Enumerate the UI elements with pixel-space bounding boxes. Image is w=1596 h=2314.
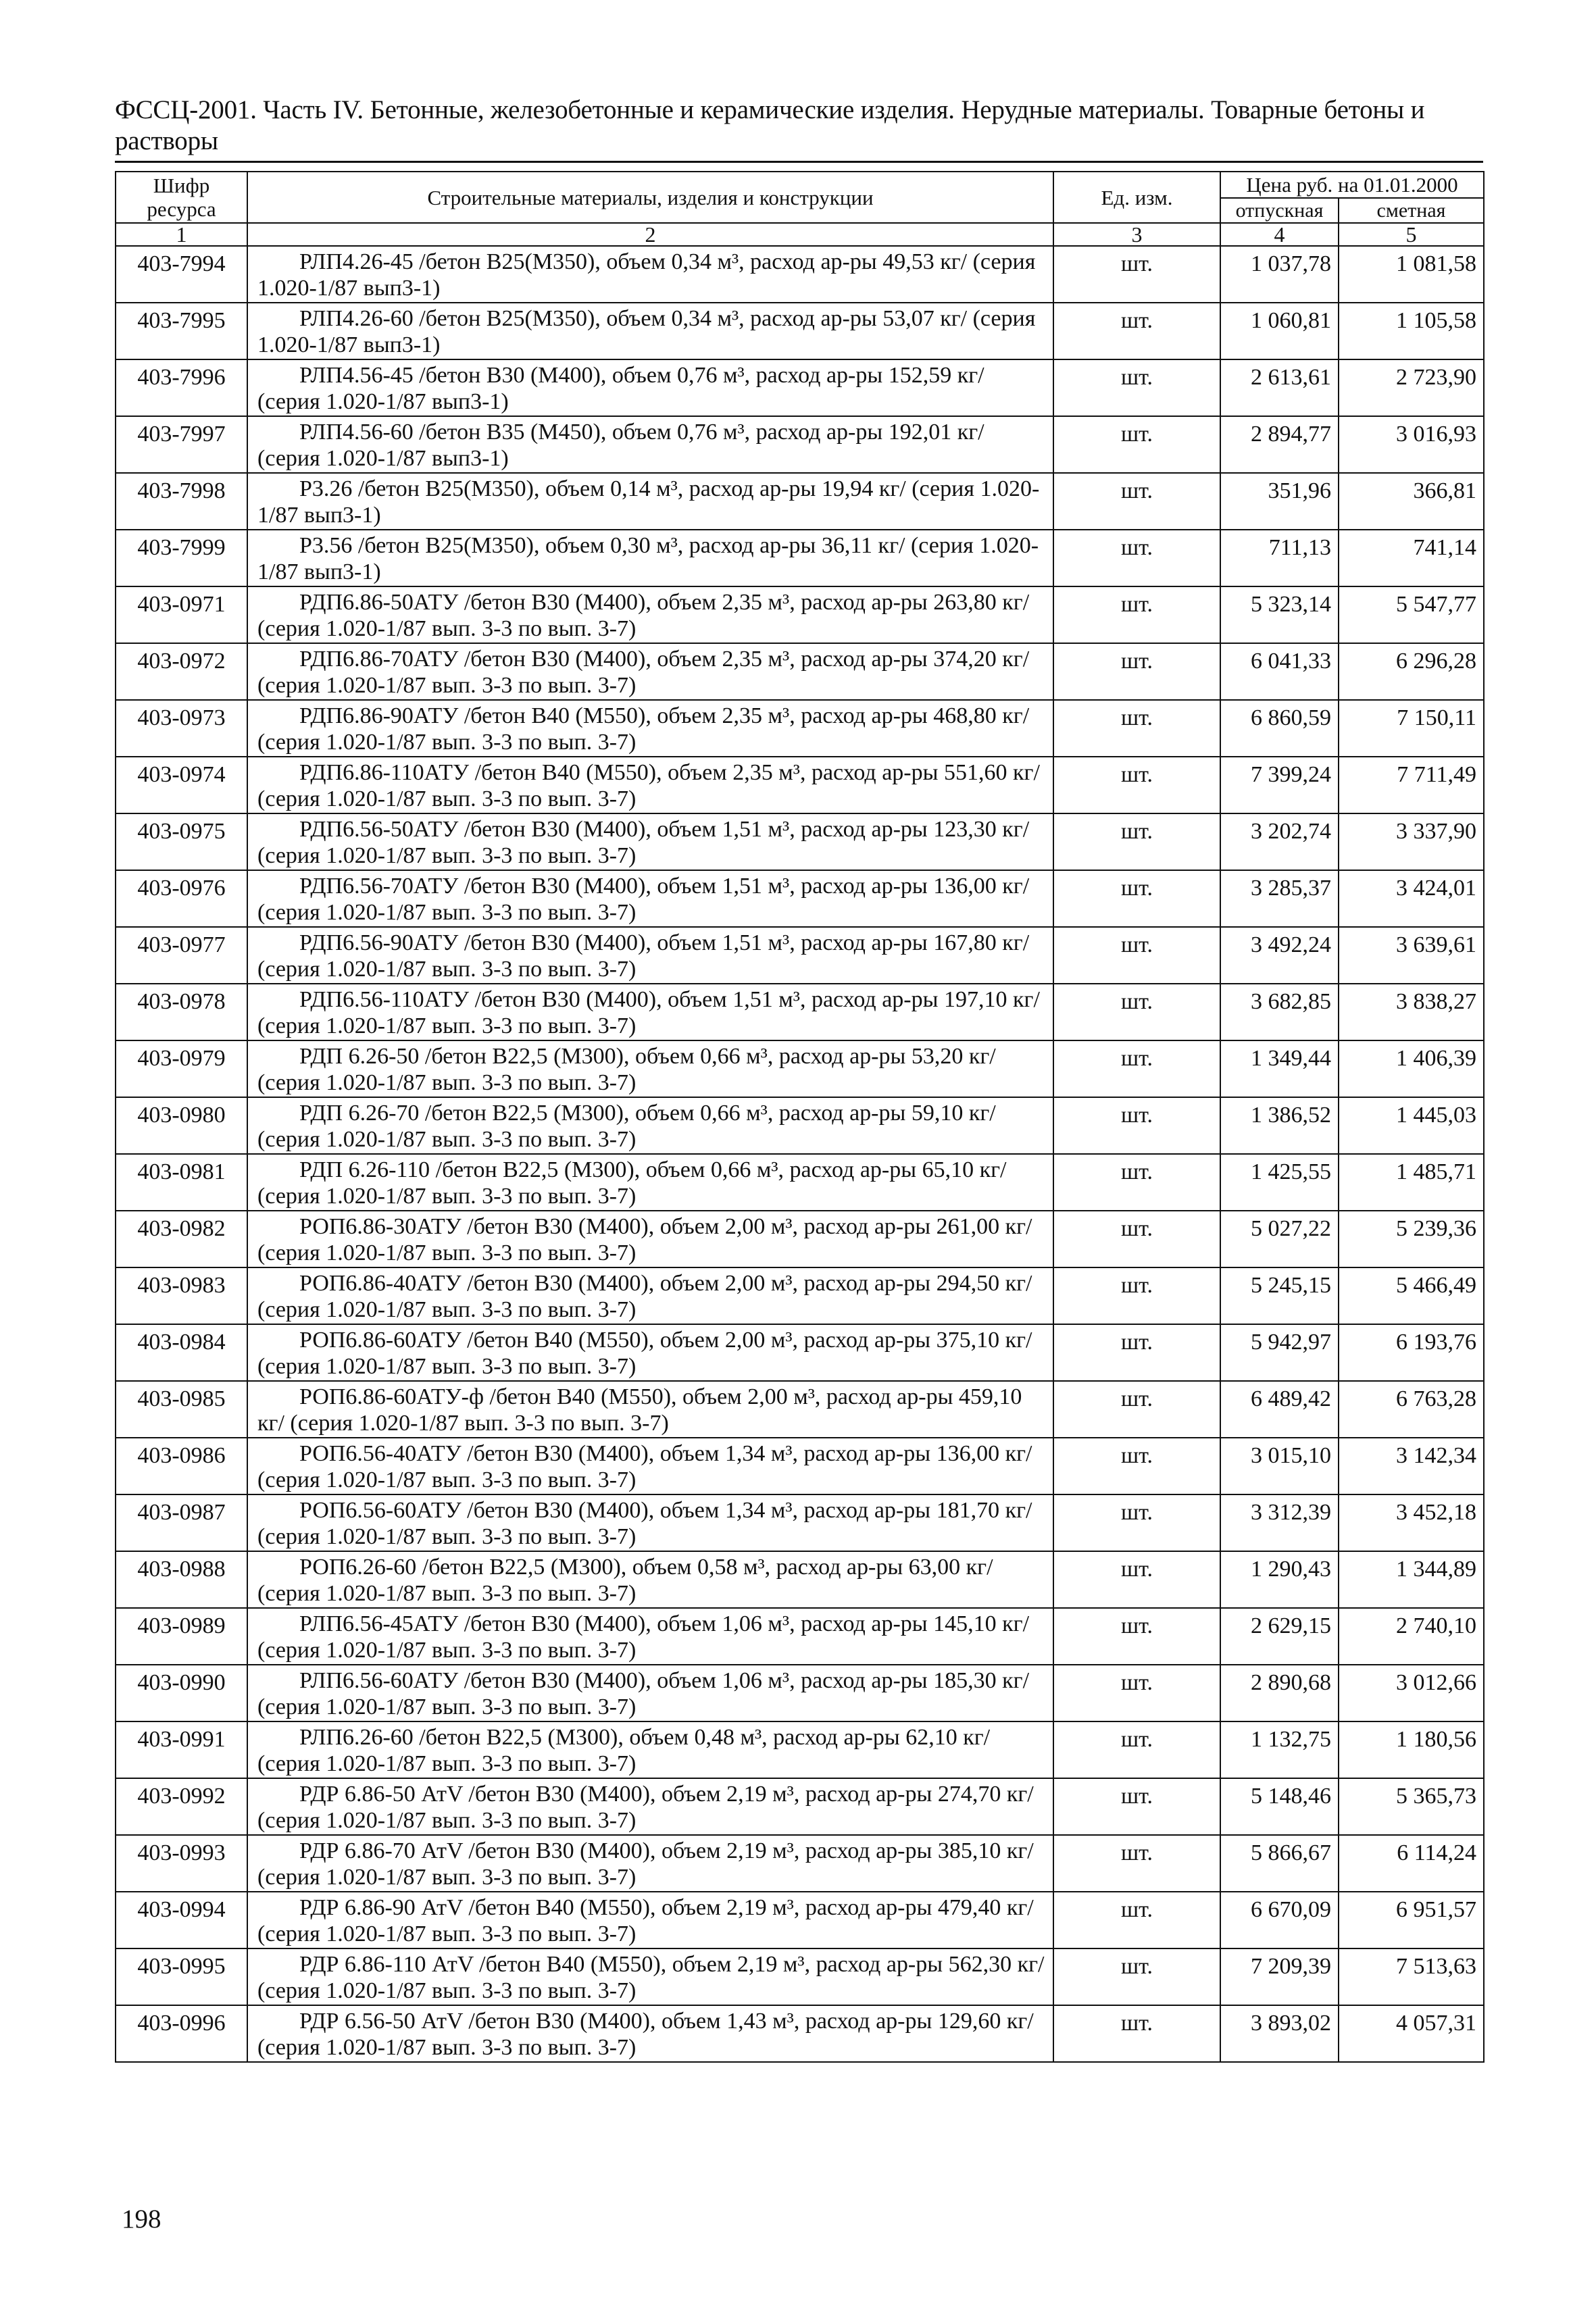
resource-code-cell: 403-0978: [116, 984, 247, 1040]
resource-code-cell: 403-0987: [116, 1494, 247, 1551]
material-description-text: РДП6.86-70АТУ /бетон В30 (М400), объем 2,35 м³, расход ар-ры 374,20 кг/ (серия 1.020-1/87 вып. 3-3 по вып. 3-7): [257, 647, 1030, 698]
table-row: [116, 1040, 1484, 1097]
material-description-text: РДП6.56-110АТУ /бетон В30 (М400), объем 1,51 м³, расход ар-ры 197,10 кг/ (серия 1.020-1/87 вып. 3-3 по вып. 3-7): [257, 987, 1040, 1038]
material-description-cell: [247, 700, 1053, 757]
estimate-price-cell: 3 424,01: [1339, 870, 1484, 927]
material-description-cell: [247, 1097, 1053, 1154]
unit-cell: шт.: [1053, 359, 1220, 416]
material-description-cell: [247, 2005, 1053, 2062]
resource-code-cell: 403-7998: [116, 473, 247, 530]
price-table: [115, 171, 1485, 2063]
release-price-cell: 6 670,09: [1220, 1892, 1339, 1948]
release-price-cell: 5 323,14: [1220, 586, 1339, 643]
table-row: [116, 416, 1484, 473]
unit-cell: шт.: [1053, 473, 1220, 530]
estimate-price-cell: 3 639,61: [1339, 927, 1484, 984]
release-price-cell: 6 041,33: [1220, 643, 1339, 700]
material-description-cell: [247, 1948, 1053, 2005]
material-description-cell: [247, 303, 1053, 359]
estimate-price-cell: 1 081,58: [1339, 246, 1484, 303]
resource-code-cell: 403-0995: [116, 1948, 247, 2005]
table-row: [116, 1438, 1484, 1494]
column-header-price-group: Цена руб. на 01.01.2000: [1220, 172, 1484, 198]
unit-cell: шт.: [1053, 303, 1220, 359]
material-description-cell: [247, 1608, 1053, 1665]
material-description-text: РДП6.56-70АТУ /бетон В30 (М400), объем 1,51 м³, расход ар-ры 136,00 кг/ (серия 1.020-1/87 вып. 3-3 по вып. 3-7): [257, 874, 1030, 925]
unit-cell: шт.: [1053, 700, 1220, 757]
release-price-cell: 5 027,22: [1220, 1211, 1339, 1267]
table-row: [116, 1665, 1484, 1721]
release-price-cell: 1 290,43: [1220, 1551, 1339, 1608]
release-price-cell: 1 060,81: [1220, 303, 1339, 359]
unit-cell: шт.: [1053, 984, 1220, 1040]
material-description-cell: [247, 1835, 1053, 1892]
release-price-cell: 3 893,02: [1220, 2005, 1339, 2062]
unit-cell: шт.: [1053, 1608, 1220, 1665]
table-row: [116, 359, 1484, 416]
material-description-cell: [247, 1154, 1053, 1211]
material-description-cell: [247, 246, 1053, 303]
release-price-cell: 1 037,78: [1220, 246, 1339, 303]
material-description-text: РЛП4.56-45 /бетон В30 (М400), объем 0,76 м³, расход ар-ры 152,59 кг/ (серия 1.020-1/87 вып3-1): [257, 363, 984, 414]
resource-code-cell: 403-0974: [116, 757, 247, 813]
material-description-cell: [247, 927, 1053, 984]
material-description-cell: [247, 359, 1053, 416]
material-description-cell: [247, 1892, 1053, 1948]
table-row: [116, 870, 1484, 927]
resource-code-cell: 403-7996: [116, 359, 247, 416]
release-price-cell: 3 312,39: [1220, 1494, 1339, 1551]
resource-code-cell: 403-0982: [116, 1211, 247, 1267]
table-row: [116, 757, 1484, 813]
estimate-price-cell: 3 337,90: [1339, 813, 1484, 870]
material-description-cell: [247, 1438, 1053, 1494]
resource-code-cell: 403-0971: [116, 586, 247, 643]
column-number: 4: [1220, 223, 1339, 246]
estimate-price-cell: 1 344,89: [1339, 1551, 1484, 1608]
column-number: 3: [1053, 223, 1220, 246]
estimate-price-cell: 741,14: [1339, 530, 1484, 586]
table-row: [116, 1835, 1484, 1892]
material-description-text: РЛП4.56-60 /бетон В35 (М450), объем 0,76 м³, расход ар-ры 192,01 кг/ (серия 1.020-1/87 вып3-1): [257, 420, 984, 471]
table-body: [116, 246, 1484, 2062]
material-description-cell: [247, 473, 1053, 530]
estimate-price-cell: 1 105,58: [1339, 303, 1484, 359]
unit-cell: шт.: [1053, 1778, 1220, 1835]
material-description-text: РОП6.86-60АТУ-ф /бетон В40 (М550), объем 2,00 м³, расход ар-ры 459,10 кг/ (серия 1.020-1/87 вып. 3-3 по вып. 3-7): [257, 1384, 1022, 1436]
column-header-release-price: отпускная: [1220, 198, 1339, 223]
release-price-cell: 2 629,15: [1220, 1608, 1339, 1665]
resource-code-cell: 403-7999: [116, 530, 247, 586]
release-price-cell: 1 349,44: [1220, 1040, 1339, 1097]
resource-code-cell: 403-0988: [116, 1551, 247, 1608]
material-description-text: РОП6.86-30АТУ /бетон В30 (М400), объем 2,00 м³, расход ар-ры 261,00 кг/ (серия 1.020-1/87 вып. 3-3 по вып. 3-7): [257, 1214, 1032, 1265]
column-number: 5: [1339, 223, 1484, 246]
resource-code-cell: 403-7995: [116, 303, 247, 359]
material-description-text: РДР 6.86-50 АтV /бетон В30 (М400), объем 2,19 м³, расход ар-ры 274,70 кг/ (серия 1.020-1/87 вып. 3-3 по вып. 3-7): [257, 1782, 1034, 1833]
release-price-cell: 1 425,55: [1220, 1154, 1339, 1211]
estimate-price-cell: 6 951,57: [1339, 1892, 1484, 1948]
table-row: [116, 1892, 1484, 1948]
release-price-cell: 5 942,97: [1220, 1324, 1339, 1381]
material-description-text: РОП6.56-60АТУ /бетон В30 (М400), объем 1,34 м³, расход ар-ры 181,70 кг/ (серия 1.020-1/87 вып. 3-3 по вып. 3-7): [257, 1498, 1032, 1549]
table-row: [116, 1097, 1484, 1154]
table-row: [116, 1211, 1484, 1267]
table-row: [116, 643, 1484, 700]
unit-cell: шт.: [1053, 1948, 1220, 2005]
estimate-price-cell: 1 485,71: [1339, 1154, 1484, 1211]
estimate-price-cell: 7 711,49: [1339, 757, 1484, 813]
release-price-cell: 351,96: [1220, 473, 1339, 530]
estimate-price-cell: 3 452,18: [1339, 1494, 1484, 1551]
estimate-price-cell: 366,81: [1339, 473, 1484, 530]
release-price-cell: 3 015,10: [1220, 1438, 1339, 1494]
page-number: 198: [122, 2205, 161, 2234]
release-price-cell: 1 386,52: [1220, 1097, 1339, 1154]
material-description-cell: [247, 1721, 1053, 1778]
release-price-cell: 711,13: [1220, 530, 1339, 586]
estimate-price-cell: 4 057,31: [1339, 2005, 1484, 2062]
material-description-cell: [247, 643, 1053, 700]
resource-code-cell: 403-0993: [116, 1835, 247, 1892]
unit-cell: шт.: [1053, 586, 1220, 643]
unit-cell: шт.: [1053, 1324, 1220, 1381]
material-description-text: РОП6.86-60АТУ /бетон В40 (М550), объем 2,00 м³, расход ар-ры 375,10 кг/ (серия 1.020-1/87 вып. 3-3 по вып. 3-7): [257, 1328, 1032, 1379]
resource-code-cell: 403-0992: [116, 1778, 247, 1835]
unit-cell: шт.: [1053, 1721, 1220, 1778]
estimate-price-cell: 3 012,66: [1339, 1665, 1484, 1721]
material-description-cell: [247, 1381, 1053, 1438]
table-row: [116, 1948, 1484, 2005]
unit-cell: шт.: [1053, 757, 1220, 813]
estimate-price-cell: 7 150,11: [1339, 700, 1484, 757]
estimate-price-cell: 3 142,34: [1339, 1438, 1484, 1494]
estimate-price-cell: 5 365,73: [1339, 1778, 1484, 1835]
unit-cell: шт.: [1053, 1267, 1220, 1324]
release-price-cell: 6 489,42: [1220, 1381, 1339, 1438]
material-description-text: РДП 6.26-110 /бетон В22,5 (М300), объем 0,66 м³, расход ар-ры 65,10 кг/ (серия 1.020-1/87 вып. 3-3 по вып. 3-7): [257, 1157, 1007, 1209]
release-price-cell: 3 682,85: [1220, 984, 1339, 1040]
unit-cell: шт.: [1053, 927, 1220, 984]
table-row: [116, 1721, 1484, 1778]
material-description-text: РДП6.86-50АТУ /бетон В30 (М400), объем 2,35 м³, расход ар-ры 263,80 кг/ (серия 1.020-1/87 вып. 3-3 по вып. 3-7): [257, 590, 1030, 641]
material-description-text: РОП6.26-60 /бетон В22,5 (М300), объем 0,58 м³, расход ар-ры 63,00 кг/ (серия 1.020-1/87 вып. 3-3 по вып. 3-7): [257, 1555, 993, 1606]
resource-code-cell: 403-0986: [116, 1438, 247, 1494]
table-row: [116, 984, 1484, 1040]
unit-cell: шт.: [1053, 2005, 1220, 2062]
resource-code-cell: 403-0984: [116, 1324, 247, 1381]
table-row: [116, 473, 1484, 530]
resource-code-cell: 403-0977: [116, 927, 247, 984]
material-description-text: РДП6.56-90АТУ /бетон В30 (М400), объем 1,51 м³, расход ар-ры 167,80 кг/ (серия 1.020-1/87 вып. 3-3 по вып. 3-7): [257, 930, 1030, 982]
table-row: [116, 927, 1484, 984]
column-number: 2: [247, 223, 1053, 246]
column-number: 1: [116, 223, 247, 246]
estimate-price-cell: 6 193,76: [1339, 1324, 1484, 1381]
material-description-text: РДР 6.56-50 АтV /бетон В30 (М400), объем 1,43 м³, расход ар-ры 129,60 кг/ (серия 1.020-1/87 вып. 3-3 по вып. 3-7): [257, 2009, 1034, 2060]
material-description-text: РДП 6.26-70 /бетон В22,5 (М300), объем 0,66 м³, расход ар-ры 59,10 кг/ (серия 1.020-1/87 вып. 3-3 по вып. 3-7): [257, 1101, 996, 1152]
material-description-text: РДР 6.86-90 АтV /бетон В40 (М550), объем 2,19 м³, расход ар-ры 479,40 кг/ (серия 1.020-1/87 вып. 3-3 по вып. 3-7): [257, 1895, 1034, 1946]
material-description-cell: [247, 1551, 1053, 1608]
resource-code-cell: 403-0990: [116, 1665, 247, 1721]
release-price-cell: 2 894,77: [1220, 416, 1339, 473]
resource-code-cell: 403-0985: [116, 1381, 247, 1438]
estimate-price-cell: 6 763,28: [1339, 1381, 1484, 1438]
resource-code-cell: 403-0994: [116, 1892, 247, 1948]
table-row: [116, 303, 1484, 359]
material-description-text: РЛП6.26-60 /бетон В22,5 (М300), объем 0,48 м³, расход ар-ры 62,10 кг/ (серия 1.020-1/87 вып. 3-3 по вып. 3-7): [257, 1725, 991, 1776]
resource-code-cell: 403-0975: [116, 813, 247, 870]
release-price-cell: 6 860,59: [1220, 700, 1339, 757]
estimate-price-cell: 5 239,36: [1339, 1211, 1484, 1267]
unit-cell: шт.: [1053, 1665, 1220, 1721]
column-header-unit: Ед. изм.: [1053, 172, 1220, 223]
release-price-cell: 2 890,68: [1220, 1665, 1339, 1721]
estimate-price-cell: 3 016,93: [1339, 416, 1484, 473]
release-price-cell: 1 132,75: [1220, 1721, 1339, 1778]
table-row: [116, 1154, 1484, 1211]
material-description-cell: [247, 757, 1053, 813]
material-description-text: РДП6.86-110АТУ /бетон В40 (М550), объем 2,35 м³, расход ар-ры 551,60 кг/ (серия 1.020-1/87 вып. 3-3 по вып. 3-7): [257, 760, 1040, 811]
unit-cell: шт.: [1053, 1892, 1220, 1948]
resource-code-cell: 403-0996: [116, 2005, 247, 2062]
material-description-cell: [247, 1324, 1053, 1381]
resource-code-cell: 403-0980: [116, 1097, 247, 1154]
material-description-text: РДР 6.86-70 АтV /бетон В30 (М400), объем 2,19 м³, расход ар-ры 385,10 кг/ (серия 1.020-1/87 вып. 3-3 по вып. 3-7): [257, 1838, 1034, 1890]
table-row: [116, 246, 1484, 303]
unit-cell: шт.: [1053, 1381, 1220, 1438]
table-row: [116, 1778, 1484, 1835]
table-row: [116, 700, 1484, 757]
table-row: [116, 1267, 1484, 1324]
estimate-price-cell: 2 740,10: [1339, 1608, 1484, 1665]
table-row: [116, 1608, 1484, 1665]
material-description-cell: [247, 1040, 1053, 1097]
resource-code-cell: 403-0991: [116, 1721, 247, 1778]
material-description-text: РОП6.86-40АТУ /бетон В30 (М400), объем 2,00 м³, расход ар-ры 294,50 кг/ (серия 1.020-1/87 вып. 3-3 по вып. 3-7): [257, 1271, 1032, 1322]
estimate-price-cell: 5 466,49: [1339, 1267, 1484, 1324]
estimate-price-cell: 1 445,03: [1339, 1097, 1484, 1154]
unit-cell: шт.: [1053, 1040, 1220, 1097]
resource-code-cell: 403-0989: [116, 1608, 247, 1665]
resource-code-cell: 403-0983: [116, 1267, 247, 1324]
unit-cell: шт.: [1053, 643, 1220, 700]
estimate-price-cell: 6 114,24: [1339, 1835, 1484, 1892]
resource-code-cell: 403-7994: [116, 246, 247, 303]
material-description-text: РЛП6.56-45АТУ /бетон В30 (М400), объем 1,06 м³, расход ар-ры 145,10 кг/ (серия 1.020-1/87 вып. 3-3 по вып. 3-7): [257, 1611, 1030, 1663]
unit-cell: шт.: [1053, 1494, 1220, 1551]
estimate-price-cell: 5 547,77: [1339, 586, 1484, 643]
resource-code-cell: 403-0981: [116, 1154, 247, 1211]
unit-cell: шт.: [1053, 1211, 1220, 1267]
estimate-price-cell: 6 296,28: [1339, 643, 1484, 700]
resource-code-cell: 403-7997: [116, 416, 247, 473]
unit-cell: шт.: [1053, 246, 1220, 303]
table-row: [116, 1324, 1484, 1381]
release-price-cell: 7 399,24: [1220, 757, 1339, 813]
release-price-cell: 5 148,46: [1220, 1778, 1339, 1835]
estimate-price-cell: 1 180,56: [1339, 1721, 1484, 1778]
material-description-cell: [247, 870, 1053, 927]
material-description-cell: [247, 984, 1053, 1040]
column-header-name: Строительные материалы, изделия и конструкции: [247, 172, 1053, 223]
unit-cell: шт.: [1053, 1097, 1220, 1154]
release-price-cell: 3 492,24: [1220, 927, 1339, 984]
column-header-code: Шифр ресурса: [116, 172, 247, 223]
unit-cell: шт.: [1053, 1551, 1220, 1608]
unit-cell: шт.: [1053, 813, 1220, 870]
material-description-cell: [247, 813, 1053, 870]
material-description-cell: [247, 1267, 1053, 1324]
material-description-text: Р3.26 /бетон В25(М350), объем 0,14 м³, расход ар-ры 19,94 кг/ (серия 1.020-1/87 вып3-1): [257, 476, 1040, 528]
unit-cell: шт.: [1053, 1438, 1220, 1494]
material-description-text: РДР 6.86-110 АтV /бетон В40 (М550), объем 2,19 м³, расход ар-ры 562,30 кг/ (серия 1.020-1/87 вып. 3-3 по вып. 3-7): [257, 1952, 1045, 2003]
table-row: [116, 2005, 1484, 2062]
resource-code-cell: 403-0972: [116, 643, 247, 700]
release-price-cell: 5 866,67: [1220, 1835, 1339, 1892]
estimate-price-cell: 1 406,39: [1339, 1040, 1484, 1097]
resource-code-cell: 403-0973: [116, 700, 247, 757]
unit-cell: шт.: [1053, 1835, 1220, 1892]
release-price-cell: 3 202,74: [1220, 813, 1339, 870]
table-row: [116, 586, 1484, 643]
material-description-cell: [247, 1778, 1053, 1835]
material-description-text: РОП6.56-40АТУ /бетон В30 (М400), объем 1,34 м³, расход ар-ры 136,00 кг/ (серия 1.020-1/87 вып. 3-3 по вып. 3-7): [257, 1441, 1032, 1492]
unit-cell: шт.: [1053, 1154, 1220, 1211]
resource-code-cell: 403-0976: [116, 870, 247, 927]
page-header: ФССЦ-2001. Часть IV. Бетонные, железобетонные и керамические изделия. Нерудные материалы. Товарные бетоны и растворы: [115, 95, 1425, 155]
material-description-text: РДП 6.26-50 /бетон В22,5 (М300), объем 0,66 м³, расход ар-ры 53,20 кг/ (серия 1.020-1/87 вып. 3-3 по вып. 3-7): [257, 1044, 996, 1095]
unit-cell: шт.: [1053, 530, 1220, 586]
material-description-cell: [247, 416, 1053, 473]
material-description-text: РЛП4.26-60 /бетон В25(М350), объем 0,34 м³, расход ар-ры 53,07 кг/ (серия 1.020-1/87 вып3-1): [257, 306, 1036, 357]
unit-cell: шт.: [1053, 416, 1220, 473]
release-price-cell: 7 209,39: [1220, 1948, 1339, 2005]
material-description-text: РДП6.56-50АТУ /бетон В30 (М400), объем 1,51 м³, расход ар-ры 123,30 кг/ (серия 1.020-1/87 вып. 3-3 по вып. 3-7): [257, 817, 1030, 868]
release-price-cell: 5 245,15: [1220, 1267, 1339, 1324]
table-row: [116, 813, 1484, 870]
table-row: [116, 1381, 1484, 1438]
material-description-cell: [247, 1665, 1053, 1721]
resource-code-cell: 403-0979: [116, 1040, 247, 1097]
release-price-cell: 3 285,37: [1220, 870, 1339, 927]
estimate-price-cell: 3 838,27: [1339, 984, 1484, 1040]
material-description-cell: [247, 530, 1053, 586]
table-row: [116, 1551, 1484, 1608]
table-row: [116, 530, 1484, 586]
release-price-cell: 2 613,61: [1220, 359, 1339, 416]
table-row: [116, 1494, 1484, 1551]
material-description-cell: [247, 1494, 1053, 1551]
estimate-price-cell: 2 723,90: [1339, 359, 1484, 416]
estimate-price-cell: 7 513,63: [1339, 1948, 1484, 2005]
material-description-text: РДП6.86-90АТУ /бетон В40 (М550), объем 2,35 м³, расход ар-ры 468,80 кг/ (серия 1.020-1/87 вып. 3-3 по вып. 3-7): [257, 703, 1030, 755]
material-description-text: Р3.56 /бетон В25(М350), объем 0,30 м³, расход ар-ры 36,11 кг/ (серия 1.020-1/87 вып3-1): [257, 533, 1039, 584]
column-header-estimate-price: сметная: [1339, 198, 1484, 223]
header-divider: [115, 161, 1483, 163]
material-description-cell: [247, 586, 1053, 643]
material-description-cell: [247, 1211, 1053, 1267]
material-description-text: РЛП6.56-60АТУ /бетон В30 (М400), объем 1,06 м³, расход ар-ры 185,30 кг/ (серия 1.020-1/87 вып. 3-3 по вып. 3-7): [257, 1668, 1030, 1719]
material-description-text: РЛП4.26-45 /бетон В25(М350), объем 0,34 м³, расход ар-ры 49,53 кг/ (серия 1.020-1/87 вып3-1): [257, 249, 1036, 301]
unit-cell: шт.: [1053, 870, 1220, 927]
